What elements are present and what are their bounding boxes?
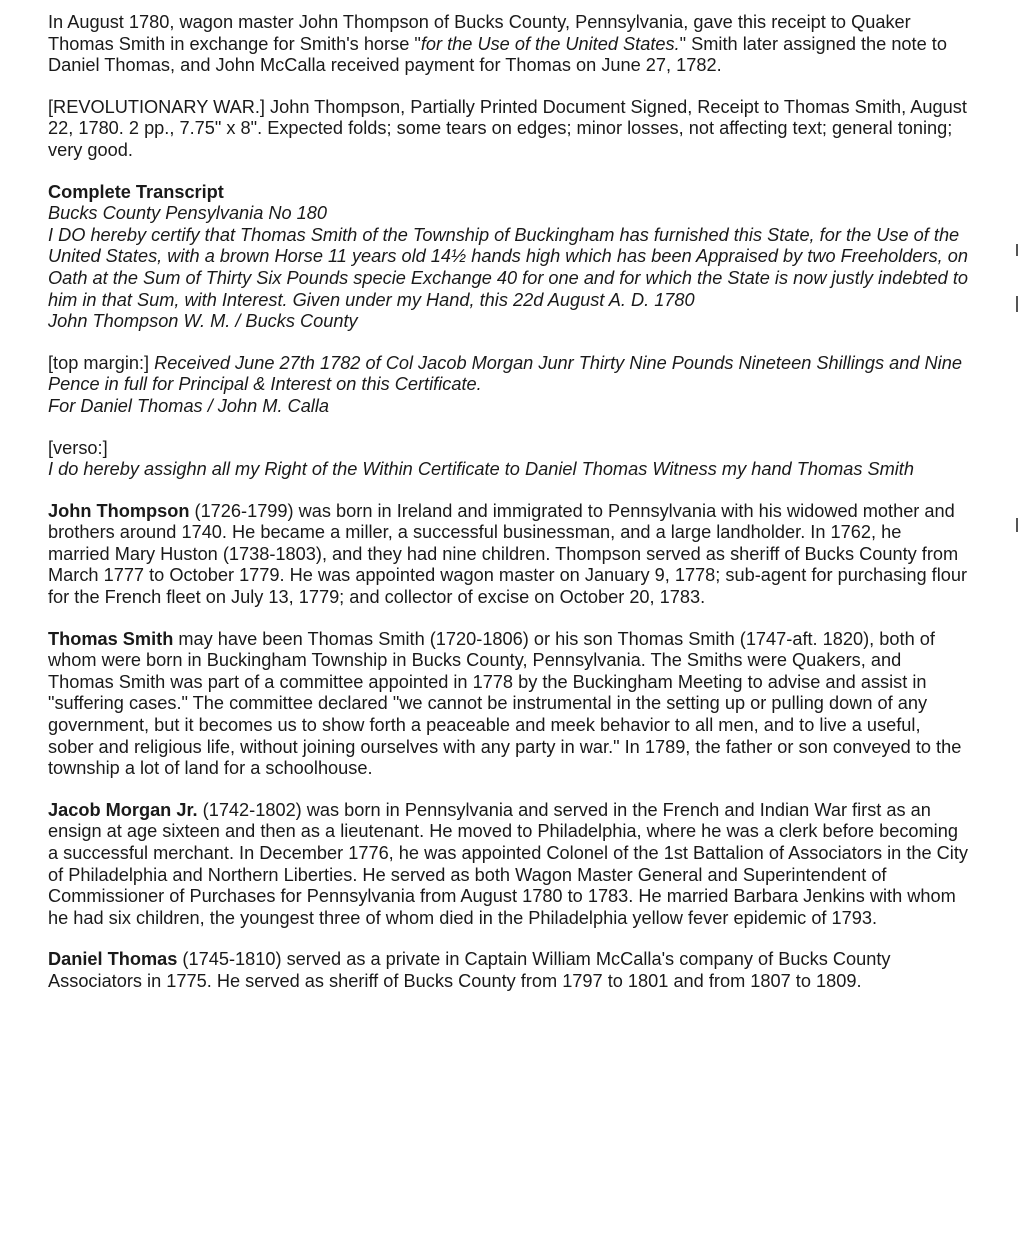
bio-text: (1742-1802) was born in Pennsylvania and served in the French and Indian War first as an ensign at age sixteen and then as a lieutenant. He moved to Philadelphia, where he was a clerk before becoming a successful merchant. In December 1776, he was appointed Colonel of the 1st Battalion of Associators in the City of Philadelphia and Northern Liberties. He served as both Wagon Master General and Superintendent of Commissioner of Purchases for Pennsylvania from August 1780 to 1783. He married Barbara Jenkins with whom he had six children, the youngest three of whom died in the Philadelphia yellow fever epidemic of 1793. — [48, 799, 968, 928]
intro-text-end: " Smith later assigned the note to Daniel Thomas, and John McCalla received payment for Thomas on June 27, 1782. — [48, 33, 947, 76]
top-margin-signature: For Daniel Thomas / John M. Calla — [48, 395, 330, 416]
document-page — [48, 12, 968, 1013]
bio-text: (1726-1799) was born in Ireland and immigrated to Pennsylvania with his widowed mother and brothers around 1740. He became a miller, a successful businessman, and a large landholder. In 1762, he married Mary Huston (1738-1803), and they had nine children. Thompson served as sheriff of Bucks County from March 1777 to October 1779. He was appointed wagon master on January 9, 1778; sub-agent for purchasing flour for the French fleet on July 13, 1779; and collector of excise on October 20, 1783. — [48, 500, 968, 608]
transcript-body: I DO hereby certify that Thomas Smith of the Township of Buckingham has furnished this State, for the Use of the United States, with a brown Horse 11 years old 14½ hands high which has been Appraised by two Freeholders, on Oath at the Sum of Thirty Six Pounds specie Exchange 40 for one and for which the State is now justly indebted to him in that Sum, with Interest. Given under my Hand, this 22d August A. D. 1780 — [48, 224, 969, 310]
verso-section — [48, 438, 968, 481]
verso-label: [verso:] — [48, 437, 108, 458]
top-margin-label: [top margin:] — [48, 352, 150, 373]
bio-name: John Thompson — [48, 500, 190, 521]
bio-john-thompson — [48, 501, 968, 609]
scan-artifact-mark — [1016, 296, 1018, 312]
bio-name: Daniel Thomas — [48, 949, 178, 970]
intro-text-start: In August 1780, wagon master John Thompson of Bucks County, Pennsylvania, gave this receipt to Quaker Thomas Smith in exchange for Smith's horse " — [48, 12, 911, 54]
intro-quote: for the Use of the United States. — [420, 33, 680, 54]
transcript-location-line: Bucks County Pensylvania No 180 — [48, 203, 328, 224]
transcript-section — [48, 182, 968, 333]
scan-artifact-mark — [1016, 244, 1018, 256]
bio-name: Thomas Smith — [48, 628, 174, 649]
bio-text: may have been Thomas Smith (1720-1806) or his son Thomas Smith (1747-aft. 1820), both of whom were born in Buckingham Township in Bucks County, Pennsylvania. The Smiths were Quakers, and Thomas Smith was part of a committee appointed in 1778 by the Buckingham Meeting to advise and assist in "suffering cases." The committee declared "we cannot be instrumental in the setting up or pulling down of any government, but it becomes us to show forth a peaceable and meek behavior to all men, and to live a useful, sober and religious life, without joining ourselves with any party in war." In 1789, the father or son conveyed to the township a lot of land for a schoolhouse. — [48, 628, 962, 779]
bio-name: Jacob Morgan Jr. — [48, 799, 198, 820]
verso-text: I do hereby assighn all my Right of the Within Certificate to Daniel Thomas Witness my hand Thomas Smith — [48, 459, 914, 480]
bio-daniel-thomas — [48, 949, 968, 992]
intro-paragraph — [48, 12, 968, 77]
scan-artifact-mark — [1016, 518, 1018, 532]
transcript-signature: John Thompson W. M. / Bucks County — [48, 311, 358, 332]
bio-text: (1745-1810) served as a private in Captain William McCalla's company of Bucks County Associators in 1775. He served as sheriff of Bucks County from 1797 to 1801 and from 1807 to 1809. — [48, 949, 891, 991]
item-description: [REVOLUTIONARY WAR.] John Thompson, Partially Printed Document Signed, Receipt to Thomas Smith, August 22, 1780. 2 pp., 7.75" x 8". Expected folds; some tears on edges; minor losses, not affecting text; general toning; very good. — [48, 96, 967, 160]
top-margin-text: Received June 27th 1782 of Col Jacob Morgan Junr Thirty Nine Pounds Nineteen Shillings and Nine Pence in full for Principal & Interest on this Certificate. — [48, 352, 962, 395]
bio-thomas-smith — [48, 629, 968, 780]
transcript-heading: Complete Transcript — [48, 181, 224, 202]
bio-jacob-morgan — [48, 800, 968, 930]
top-margin-section — [48, 353, 968, 418]
